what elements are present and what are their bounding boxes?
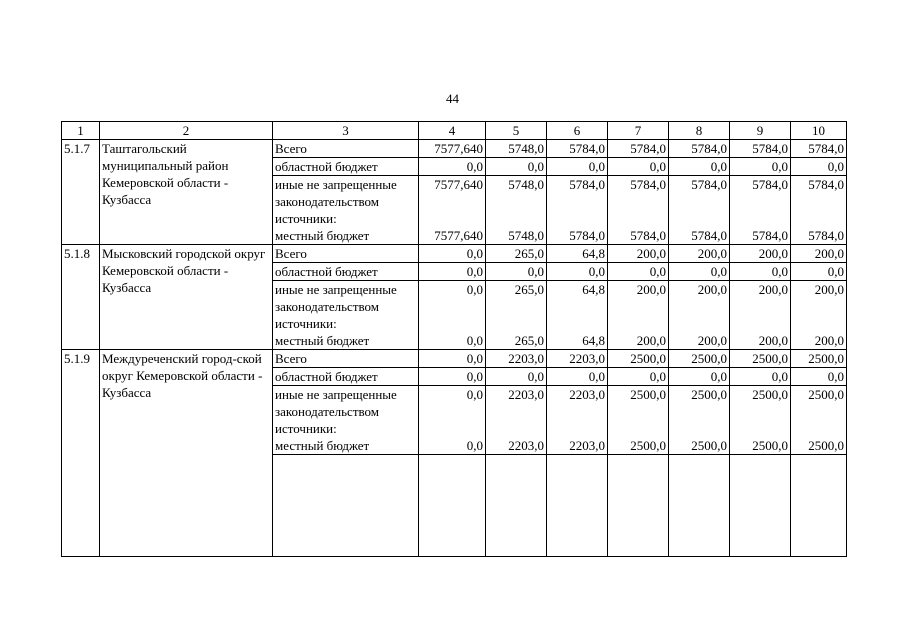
value-gap — [549, 298, 605, 332]
value-local: 7577,640 — [434, 228, 483, 243]
value-gap — [671, 403, 727, 437]
value-first: 7577,640 — [434, 177, 483, 192]
value-cell: 0,0 — [547, 368, 608, 386]
value-gap — [732, 403, 788, 437]
value-cell: 200,0 — [730, 245, 791, 263]
funding-source-line: источники: — [275, 211, 337, 226]
value-first: 265,0 — [514, 282, 544, 297]
value-local: 2203,0 — [569, 438, 605, 453]
value-cell — [730, 176, 791, 245]
value-local: 200,0 — [636, 333, 666, 348]
header-cell: 4 — [419, 122, 486, 140]
header-cell: 2 — [100, 122, 273, 140]
value-cell — [791, 176, 847, 245]
value-first: 2500,0 — [691, 387, 727, 402]
funding-source-line: источники: — [275, 421, 337, 436]
empty-cell — [486, 455, 547, 557]
value-local: 2203,0 — [508, 438, 544, 453]
section-code: 5.1.8 — [62, 245, 100, 350]
value-first: 5784,0 — [569, 177, 605, 192]
value-gap — [671, 193, 727, 227]
value-cell — [486, 386, 547, 455]
funding-source-label: Всего — [273, 245, 419, 263]
value-first: 2500,0 — [630, 387, 666, 402]
funding-source-line: местный бюджет — [275, 438, 370, 453]
header-cell: 1 — [62, 122, 100, 140]
header-cell: 3 — [273, 122, 419, 140]
funding-source-line: иные не запрещенные — [275, 282, 397, 297]
value-cell: 7577,640 — [419, 140, 486, 158]
value-cell — [608, 176, 669, 245]
value-cell — [608, 386, 669, 455]
value-local: 64,8 — [582, 333, 605, 348]
value-local: 200,0 — [758, 333, 788, 348]
header-cell: 5 — [486, 122, 547, 140]
value-cell — [669, 386, 730, 455]
empty-cell — [730, 455, 791, 557]
section-name: Мысковский городской округ Кемеровской области - Кузбасса — [100, 245, 273, 350]
value-gap — [488, 193, 544, 227]
value-first: 200,0 — [636, 282, 666, 297]
funding-source-line: иные не запрещенные — [275, 177, 397, 192]
value-gap — [421, 298, 483, 332]
value-local: 200,0 — [814, 333, 844, 348]
value-local: 5784,0 — [691, 228, 727, 243]
value-gap — [421, 403, 483, 437]
value-cell — [486, 176, 547, 245]
value-local: 265,0 — [514, 333, 544, 348]
value-cell: 0,0 — [486, 368, 547, 386]
value-gap — [549, 403, 605, 437]
value-cell — [791, 281, 847, 350]
value-cell — [791, 386, 847, 455]
value-first: 2203,0 — [508, 387, 544, 402]
value-first: 64,8 — [582, 282, 605, 297]
value-cell — [669, 176, 730, 245]
value-cell: 5784,0 — [608, 140, 669, 158]
value-cell: 2500,0 — [608, 350, 669, 368]
value-gap — [732, 193, 788, 227]
value-cell: 2203,0 — [486, 350, 547, 368]
value-gap — [793, 193, 844, 227]
value-cell: 0,0 — [419, 368, 486, 386]
header-cell: 10 — [791, 122, 847, 140]
value-first: 5748,0 — [508, 177, 544, 192]
value-cell: 5784,0 — [730, 140, 791, 158]
value-first: 5784,0 — [808, 177, 844, 192]
value-first: 200,0 — [758, 282, 788, 297]
section-name: Междуреченский город-ской округ Кемеровской области - Кузбасса — [100, 350, 273, 557]
value-cell: 0,0 — [791, 263, 847, 281]
value-cell: 0,0 — [791, 368, 847, 386]
value-gap — [488, 298, 544, 332]
value-local: 5784,0 — [752, 228, 788, 243]
section-code: 5.1.9 — [62, 350, 100, 557]
value-cell: 0,0 — [547, 158, 608, 176]
value-first: 5784,0 — [630, 177, 666, 192]
empty-cell — [608, 455, 669, 557]
value-cell — [547, 176, 608, 245]
value-gap — [488, 403, 544, 437]
funding-source-label: Всего — [273, 140, 419, 158]
value-gap — [610, 193, 666, 227]
value-cell — [419, 176, 486, 245]
page-number: 44 — [446, 91, 459, 106]
value-local: 0,0 — [466, 333, 483, 348]
value-first: 0,0 — [466, 282, 483, 297]
empty-cell — [419, 455, 486, 557]
value-local: 5784,0 — [808, 228, 844, 243]
value-first: 0,0 — [466, 387, 483, 402]
value-local: 5784,0 — [630, 228, 666, 243]
value-cell — [547, 281, 608, 350]
value-local: 5748,0 — [508, 228, 544, 243]
value-cell: 2500,0 — [730, 350, 791, 368]
funding-source-label: областной бюджет — [273, 368, 419, 386]
value-cell — [419, 281, 486, 350]
funding-source-line: законодательством — [275, 404, 380, 419]
value-cell — [486, 281, 547, 350]
value-gap — [732, 298, 788, 332]
value-cell: 200,0 — [791, 245, 847, 263]
value-cell: 200,0 — [608, 245, 669, 263]
value-local: 0,0 — [466, 438, 483, 453]
value-cell: 5784,0 — [791, 140, 847, 158]
value-cell: 265,0 — [486, 245, 547, 263]
value-cell: 0,0 — [730, 263, 791, 281]
empty-cell — [669, 455, 730, 557]
empty-cell — [273, 455, 419, 557]
funding-source-line: иные не запрещенные — [275, 387, 397, 402]
value-local: 2500,0 — [691, 438, 727, 453]
value-cell: 0,0 — [486, 158, 547, 176]
value-first: 2203,0 — [569, 387, 605, 402]
value-cell: 5784,0 — [547, 140, 608, 158]
value-cell — [547, 386, 608, 455]
header-row — [62, 122, 847, 140]
header-cell: 7 — [608, 122, 669, 140]
header-cell: 6 — [547, 122, 608, 140]
empty-cell — [791, 455, 847, 557]
value-cell: 64,8 — [547, 245, 608, 263]
funding-source-line: источники: — [275, 316, 337, 331]
value-cell: 5748,0 — [486, 140, 547, 158]
funding-source-label: Всего — [273, 350, 419, 368]
value-cell — [419, 386, 486, 455]
value-cell: 0,0 — [608, 368, 669, 386]
value-cell — [730, 281, 791, 350]
funding-source-label — [273, 281, 419, 350]
value-local: 2500,0 — [752, 438, 788, 453]
value-cell: 0,0 — [669, 368, 730, 386]
value-gap — [549, 193, 605, 227]
funding-source-line: законодательством — [275, 194, 380, 209]
header-cell: 8 — [669, 122, 730, 140]
value-first: 2500,0 — [808, 387, 844, 402]
funding-source-label: областной бюджет — [273, 263, 419, 281]
value-cell: 0,0 — [791, 158, 847, 176]
value-gap — [793, 403, 844, 437]
value-cell: 200,0 — [669, 245, 730, 263]
value-local: 2500,0 — [630, 438, 666, 453]
value-cell — [669, 281, 730, 350]
funding-source-label: областной бюджет — [273, 158, 419, 176]
value-local: 5784,0 — [569, 228, 605, 243]
value-cell: 0,0 — [419, 158, 486, 176]
value-cell: 5784,0 — [669, 140, 730, 158]
value-cell: 0,0 — [669, 263, 730, 281]
value-cell: 0,0 — [730, 368, 791, 386]
funding-source-label — [273, 386, 419, 455]
section-name: Таштагольский муниципальный район Кемеровской области - Кузбасса — [100, 140, 273, 245]
value-local: 2500,0 — [808, 438, 844, 453]
header-cell: 9 — [730, 122, 791, 140]
funding-source-line: местный бюджет — [275, 333, 370, 348]
value-cell: 2500,0 — [669, 350, 730, 368]
value-gap — [610, 298, 666, 332]
value-cell: 0,0 — [669, 158, 730, 176]
value-first: 5784,0 — [691, 177, 727, 192]
value-first: 2500,0 — [752, 387, 788, 402]
value-first: 200,0 — [697, 282, 727, 297]
value-cell: 0,0 — [608, 263, 669, 281]
funding-source-line: законодательством — [275, 299, 380, 314]
table-row — [62, 245, 847, 263]
budget-table — [61, 121, 847, 557]
section-code: 5.1.7 — [62, 140, 100, 245]
value-cell: 2500,0 — [791, 350, 847, 368]
value-cell — [730, 386, 791, 455]
value-cell: 0,0 — [608, 158, 669, 176]
funding-source-label — [273, 176, 419, 245]
value-cell: 2203,0 — [547, 350, 608, 368]
value-cell: 0,0 — [486, 263, 547, 281]
value-cell: 0,0 — [730, 158, 791, 176]
value-cell: 0,0 — [419, 263, 486, 281]
value-first: 5784,0 — [752, 177, 788, 192]
value-local: 200,0 — [697, 333, 727, 348]
value-gap — [793, 298, 844, 332]
value-gap — [421, 193, 483, 227]
value-cell — [608, 281, 669, 350]
empty-cell — [547, 455, 608, 557]
table-row — [62, 140, 847, 158]
value-cell: 0,0 — [547, 263, 608, 281]
table-row — [62, 350, 847, 368]
value-gap — [610, 403, 666, 437]
value-cell: 0,0 — [419, 245, 486, 263]
funding-source-line: местный бюджет — [275, 228, 370, 243]
value-cell: 0,0 — [419, 350, 486, 368]
value-first: 200,0 — [814, 282, 844, 297]
value-gap — [671, 298, 727, 332]
